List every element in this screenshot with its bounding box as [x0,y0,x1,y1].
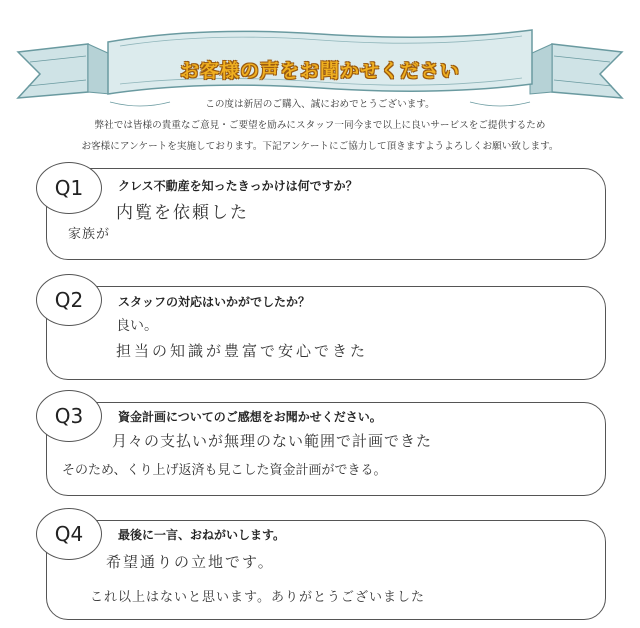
question-badge: Q3 [36,390,102,442]
answer-line: 家族が [68,227,111,242]
page-title: お客様の声をお聞かせください [179,60,460,82]
question-text: スタッフの対応はいかがでしたか？ [118,295,311,309]
intro-line: お客様にアンケートを実施しております。下記アンケートにご協力して頂きますようよろしくお願い致します。 [81,141,559,152]
answer-line: これ以上はないと思います。ありがとうございました [90,590,425,605]
intro-line: この度は新居のご購入、誠におめでとうございます。 [205,99,435,110]
question-text: 資金計画についてのご感想をお聞かせください。 [118,410,382,424]
question-badge: Q4 [36,508,102,560]
answer-line: 良い。 [116,318,158,334]
answer-line: 担当の知識が豊富で安心できた [116,342,369,360]
intro-line: 弊社では皆様の貴重なご意見・ご要望を励みにスタッフ一同今まで以上に良いサービスをご提供するため [94,120,546,131]
answer-line: 内覧を依頼した [116,203,249,223]
question-badge: Q2 [36,274,102,326]
answer-line: 希望通りの立地です。 [106,553,275,571]
question-text: 最後に一言、おねがいします。 [118,528,286,542]
question-text: クレス不動産を知ったきっかけは何ですか？ [118,179,358,193]
answer-line: 月々の支払いが無理のない範囲で計画できた [112,432,433,450]
answer-line: そのため、くり上げ返済も見こした資金計画ができる。 [62,463,387,478]
question-badge: Q1 [36,162,102,214]
